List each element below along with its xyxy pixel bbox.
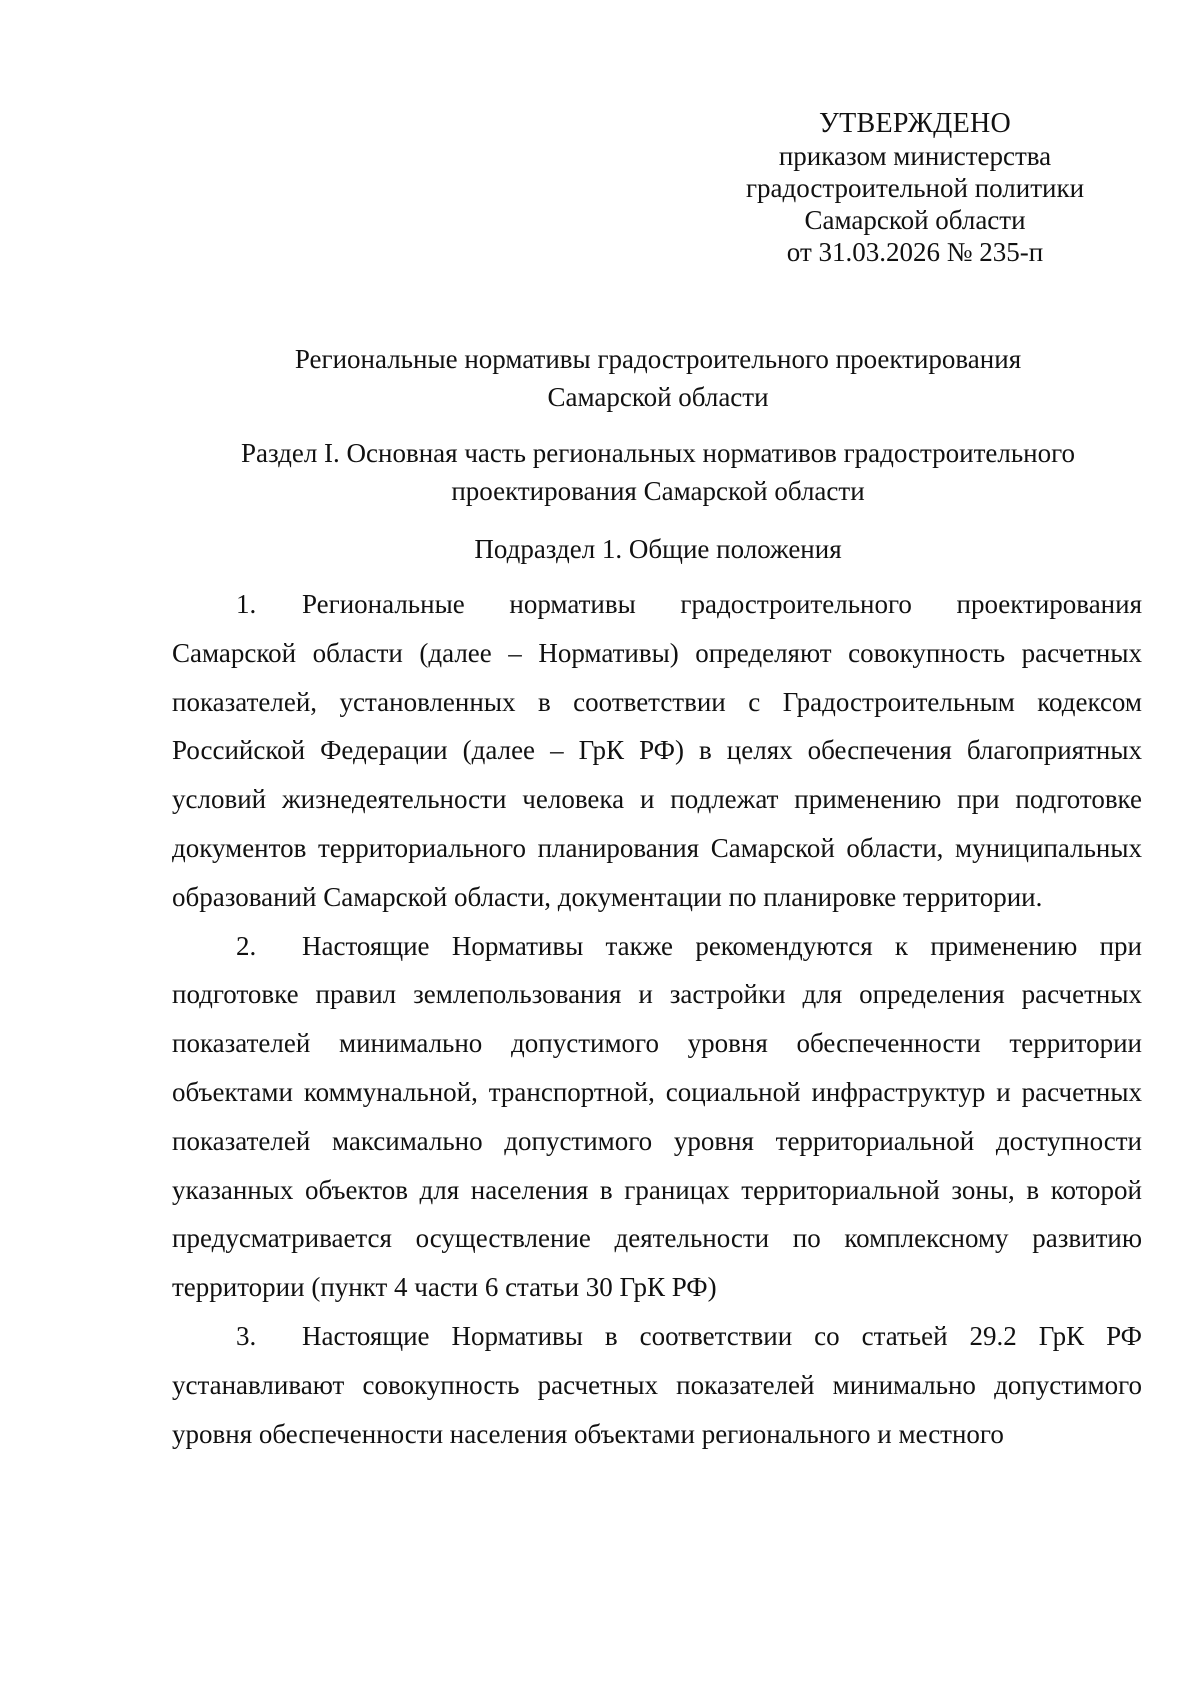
approval-line-2: градостроительной политики (745, 173, 1085, 203)
paragraph-number: 2. (236, 930, 257, 961)
paragraph-1 (172, 580, 1142, 922)
paragraph-text: Настоящие Нормативы также рекомендуются к применению при подготовке правил землепользования и застройки для определения расчетных показателей минимально допустимого уровня обеспеченности территории объектами коммунальной, транспортной, социальной инфраструктур и расчетных показателей максимально допустимого уровня территориальной доступности указанных объектов для населения в границах территориальной зоны, в которой предусматривается осуществление деятельности по комплексному развитию территории (пункт 4 части 6 статьи 30 ГрК РФ) (172, 930, 1142, 1303)
paragraph-text: Настоящие Нормативы в соответствии со статьей 29.2 ГрК РФ устанавливают совокупность расчетных показателей минимально допустимого уровня обеспеченности населения объектами регионального и местного (172, 1320, 1142, 1449)
paragraph-2 (172, 922, 1142, 1312)
document-title-line-2: Самарской области (547, 382, 769, 412)
document-title-line-1: Региональные нормативы градостроительного проектирования (294, 344, 1022, 374)
document-body (172, 580, 1142, 1458)
subsection-title (168, 530, 1148, 568)
paragraph-number: 1. (236, 589, 257, 619)
paragraph-number: 3. (236, 1320, 257, 1351)
paragraph-text: Региональные нормативы градостроительного проектирования Самарской области (далее – Нормативы) определяют совокупность расчетных показателей, установленных в соответствии с Градостроительным кодексом Российской Федерации (далее – ГрК РФ) в целях обеспечения благоприятных условий жизнедеятельности человека и подлежат применению при подготовке документов территориального планирования Самарской области, муниципальных образований Самарской области, документации по планировке территории. (172, 589, 1142, 912)
paragraph-3 (172, 1312, 1142, 1458)
approval-line-3: Самарской области (804, 205, 1026, 235)
approval-heading: УТВЕРЖДЕНО (818, 108, 1012, 139)
section-title-line-1: Раздел I. Основная часть региональных нормативов градостроительного (240, 438, 1076, 468)
approval-line-1: приказом министерства (778, 141, 1052, 171)
approval-line-4: от 31.03.2026 № 235-п (786, 237, 1044, 267)
section-title (168, 434, 1148, 510)
subsection-title-text: Подраздел 1. Общие положения (474, 534, 842, 564)
section-title-line-2: проектирования Самарской области (451, 476, 865, 506)
document-title (168, 340, 1148, 416)
approval-stamp (705, 108, 1125, 268)
